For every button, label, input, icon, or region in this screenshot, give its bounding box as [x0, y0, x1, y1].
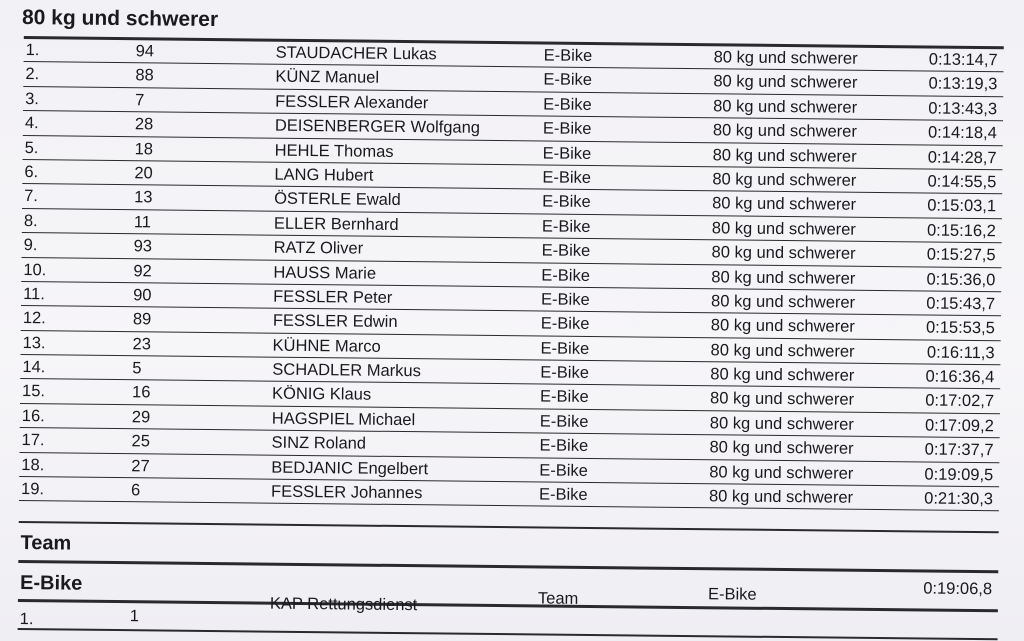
result-category: E-Bike	[541, 217, 591, 236]
result-rank: 17.	[21, 431, 45, 450]
result-athlete-name: DEISENBERGER Wolfgang	[274, 116, 481, 137]
result-category: E-Bike	[541, 290, 590, 309]
result-category: E-Bike	[543, 70, 593, 90]
result-athlete-name: ELLER Bernhard	[273, 214, 399, 234]
team-time: 0:19:06,8	[923, 579, 993, 599]
team-rank: 1.	[19, 610, 34, 629]
result-athlete-name: RATZ Oliver	[273, 238, 364, 258]
result-athlete-name: ÖSTERLE Ewald	[274, 190, 401, 210]
divider-rule	[19, 521, 999, 533]
result-category: E-Bike	[542, 119, 592, 139]
result-time: 0:19:09,5	[924, 465, 994, 484]
result-rank: 16.	[21, 406, 45, 426]
result-rank: 5.	[24, 138, 39, 157]
result-rank: 4.	[24, 114, 39, 133]
result-athlete-name: KÜNZ Manuel	[275, 68, 380, 88]
result-athlete-name: FESSLER Edwin	[272, 311, 398, 332]
result-rank: 18.	[21, 455, 45, 474]
result-athlete-name: KÜHNE Marco	[272, 336, 381, 356]
result-category: E-Bike	[542, 144, 592, 163]
result-time: 0:13:14,7	[928, 50, 998, 70]
result-weight-class: 80 kg und schwerer	[710, 316, 855, 337]
result-time: 0:17:09,2	[924, 416, 994, 436]
result-rank: 19.	[20, 480, 45, 499]
result-time: 0:14:28,7	[927, 148, 997, 167]
result-weight-class: 80 kg und schwerer	[711, 243, 856, 263]
result-time: 0:13:19,3	[928, 74, 998, 94]
result-category: E-Bike	[539, 461, 589, 480]
team-heading-rule	[18, 560, 998, 573]
team-category: Team	[537, 589, 579, 608]
result-rank: 12.	[22, 309, 46, 328]
result-category: E-Bike	[540, 339, 590, 358]
result-rank: 13.	[22, 333, 46, 352]
result-category: E-Bike	[538, 485, 588, 505]
result-bib-number: 28	[134, 115, 154, 134]
result-bib-number: 25	[131, 432, 151, 451]
result-category: E-Bike	[543, 46, 593, 65]
section-heading-team: Team	[20, 532, 72, 555]
result-weight-class: 80 kg und schwerer	[713, 72, 858, 93]
team-class: E-Bike	[707, 585, 757, 604]
result-bib-number: 93	[133, 237, 153, 256]
result-bib-number: 16	[132, 383, 151, 402]
results-table	[19, 38, 1004, 512]
result-bib-number: 7	[135, 90, 145, 110]
result-bib-number: 29	[131, 408, 151, 427]
result-time: 0:15:43,7	[926, 294, 996, 314]
result-athlete-name: STAUDACHER Lukas	[275, 43, 437, 64]
result-weight-class: 80 kg und schwerer	[710, 292, 856, 312]
result-time: 0:14:55,5	[927, 172, 997, 192]
result-athlete-name: FESSLER Alexander	[275, 92, 429, 113]
result-category: E-Bike	[540, 314, 590, 334]
result-weight-class: 80 kg und schwerer	[712, 145, 857, 166]
result-bib-number: 90	[133, 286, 152, 305]
result-bib-number: 13	[134, 188, 153, 207]
result-time: 0:16:36,4	[925, 367, 995, 387]
result-rank: 6.	[24, 163, 39, 182]
result-weight-class: 80 kg und schwerer	[711, 218, 856, 239]
result-weight-class: 80 kg und schwerer	[710, 340, 855, 361]
result-category: E-Bike	[542, 168, 592, 187]
result-athlete-name: KÖNIG Klaus	[272, 385, 372, 405]
result-time: 0:15:16,2	[926, 221, 996, 240]
result-weight-class: 80 kg und schwerer	[709, 438, 854, 459]
result-time: 0:15:03,1	[927, 196, 997, 216]
result-bib-number: 92	[133, 261, 152, 280]
result-athlete-name: LANG Hubert	[274, 165, 374, 185]
result-category: E-Bike	[540, 363, 590, 383]
result-time: 0:15:36,0	[926, 270, 996, 289]
result-time: 0:14:18,4	[927, 123, 997, 143]
result-rank: 1.	[25, 41, 40, 60]
result-athlete-name: HAGSPIEL Michael	[271, 409, 416, 430]
result-time: 0:21:30,3	[924, 489, 994, 509]
section-heading-weight-class: 80 kg und schwerer	[21, 6, 219, 32]
result-bib-number: 23	[132, 334, 152, 354]
result-bib-number: 94	[135, 42, 155, 61]
result-category: E-Bike	[542, 192, 591, 212]
result-athlete-name: FESSLER Johannes	[270, 482, 423, 503]
result-weight-class: 80 kg und schwerer	[713, 48, 858, 68]
result-bib-number: 5	[132, 359, 142, 378]
result-weight-class: 80 kg und schwerer	[709, 414, 854, 434]
result-weight-class: 80 kg und schwerer	[711, 267, 856, 288]
result-time: 0:16:11,3	[926, 343, 995, 362]
result-athlete-name: SCHADLER Markus	[272, 360, 421, 381]
result-athlete-name: HEHLE Thomas	[274, 141, 394, 161]
result-rank: 3.	[25, 89, 40, 108]
result-time: 0:13:43,3	[928, 99, 998, 119]
result-category: E-Bike	[541, 265, 591, 285]
result-time: 0:15:27,5	[926, 245, 996, 265]
result-weight-class: 80 kg und schwerer	[710, 365, 855, 385]
result-weight-class: 80 kg und schwerer	[712, 194, 857, 215]
result-category: E-Bike	[539, 387, 589, 407]
result-bib-number: 18	[134, 139, 154, 158]
result-weight-class: 80 kg und schwerer	[708, 487, 854, 507]
result-category: E-Bike	[539, 412, 589, 431]
result-bib-number: 89	[132, 310, 152, 329]
result-bib-number: 88	[135, 66, 154, 85]
result-bib-number: 27	[131, 456, 150, 476]
result-rank: 8.	[23, 211, 38, 230]
result-rank: 11.	[23, 284, 45, 304]
result-category: E-Bike	[541, 241, 591, 261]
result-weight-class: 80 kg und schwerer	[709, 462, 854, 483]
result-athlete-name: SINZ Roland	[271, 433, 367, 453]
result-athlete-name: FESSLER Peter	[273, 287, 393, 307]
result-rank: 9.	[23, 236, 38, 255]
result-rank: 14.	[22, 358, 46, 377]
result-bib-number: 11	[133, 212, 152, 232]
team-name: KAP Rettungsdienst	[269, 594, 418, 615]
result-athlete-name: BEDJANIC Engelbert	[271, 458, 429, 478]
result-weight-class: 80 kg und schwerer	[709, 389, 855, 410]
result-category: E-Bike	[543, 95, 592, 114]
result-rank: 15.	[22, 382, 46, 401]
section-heading-ebike: E-Bike	[19, 572, 83, 595]
result-athlete-name: HAUSS Marie	[273, 263, 377, 283]
result-weight-class: 80 kg und schwerer	[713, 97, 858, 117]
result-category: E-Bike	[539, 436, 589, 456]
result-time: 0:15:53,5	[925, 318, 995, 338]
result-rank: 2.	[25, 65, 40, 84]
result-bib-number: 20	[134, 164, 153, 183]
result-bib-number: 6	[130, 481, 141, 500]
result-time: 0:17:02,7	[925, 391, 995, 411]
result-weight-class: 80 kg und schwerer	[712, 121, 857, 141]
result-rank: 7.	[24, 187, 39, 206]
result-time: 0:17:37,7	[924, 440, 994, 460]
team-number: 1	[129, 607, 140, 626]
result-rank: 10.	[23, 260, 47, 279]
result-weight-class: 80 kg und schwerer	[712, 170, 857, 190]
